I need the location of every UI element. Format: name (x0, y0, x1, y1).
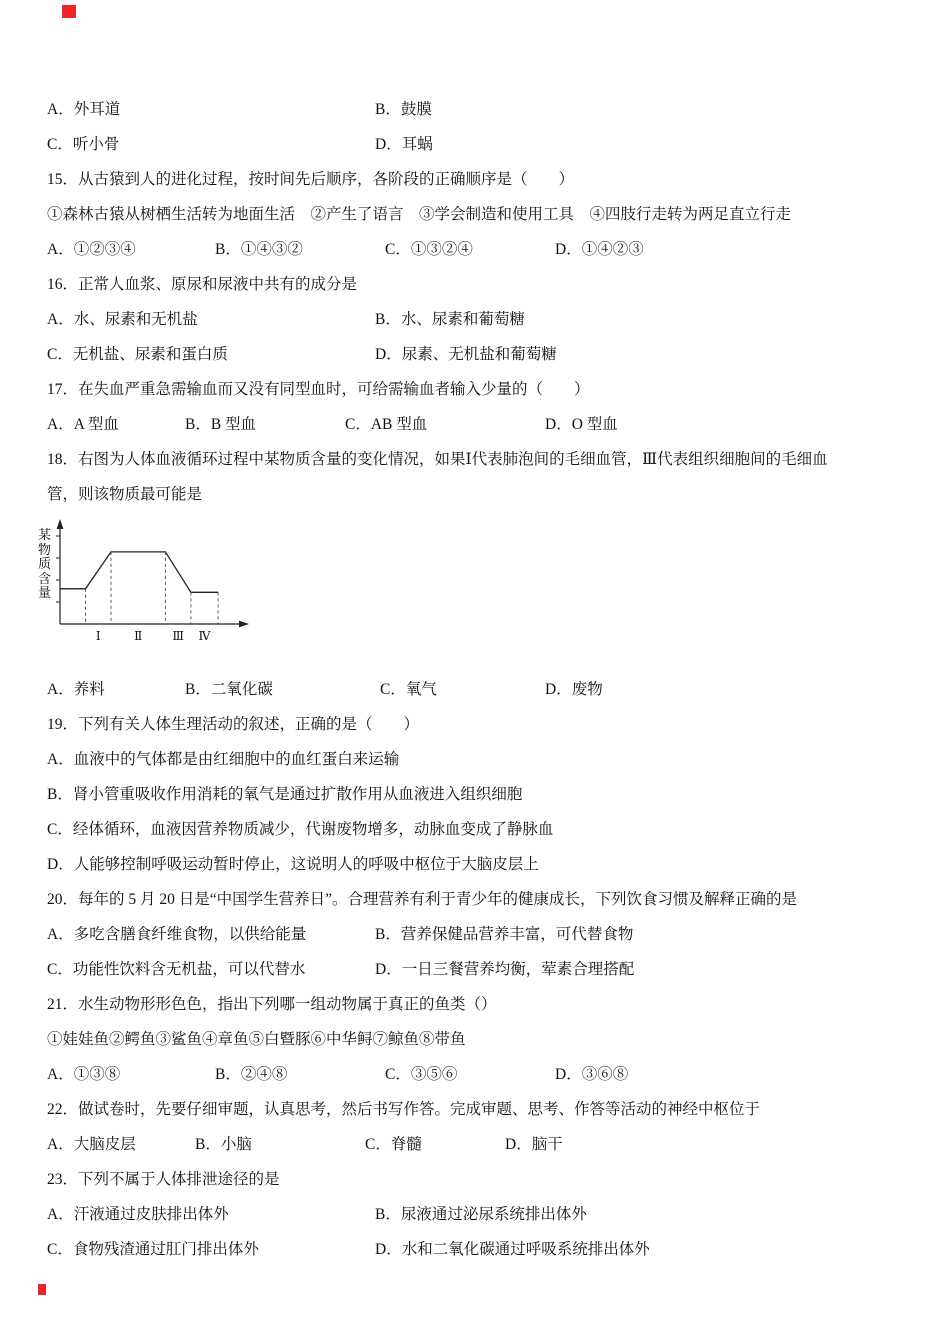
q18-option-b: B．二氧化碳 (185, 681, 273, 698)
q19-stem: 19．下列有关人体生理活动的叙述，正确的是（ ） (47, 716, 420, 733)
q15-items: ①森林古猿从树栖生活转为地面生活 ②产生了语言 ③学会制造和使用工具 ④四肢行走转为两足直立行走 (47, 206, 792, 223)
q23-option-b: B．尿液通过泌尿系统排出体外 (375, 1206, 587, 1223)
q23-options-row-1 (47, 1197, 910, 1232)
q14-option-a: A．外耳道 (47, 101, 121, 118)
q20-option-c: C．功能性饮料含无机盐，可以代替水 (47, 961, 306, 978)
substance-chart-svg (52, 516, 252, 648)
q20-options-row-1 (47, 917, 910, 952)
q15-option-a: A．①②③④ (47, 241, 136, 258)
q20-option-a: A．多吃含膳食纤维食物，以供给能量 (47, 926, 307, 943)
q17-option-a: A．A 型血 (47, 416, 119, 433)
q17-option-c: C．AB 型血 (345, 416, 428, 433)
red-stamp-top-mark (62, 5, 76, 18)
q16-options-row-2 (47, 337, 910, 372)
x-axis-arrow (239, 621, 249, 628)
substance-curve (60, 552, 218, 592)
region-label: Ⅰ (95, 629, 101, 643)
q23-option-d: D．水和二氧化碳通过呼吸系统排出体外 (375, 1241, 650, 1258)
q22-option-b: B．小脑 (195, 1136, 252, 1153)
q23-option-a: A．汗液通过皮肤排出体外 (47, 1206, 229, 1223)
q21-option-c: C．③⑤⑥ (385, 1066, 458, 1083)
q22-options-row (47, 1127, 910, 1162)
q16-option-d: D．尿素、无机盐和葡萄糖 (375, 346, 557, 363)
q18-stem-line-2: 管，则该物质最可能是 (47, 486, 203, 503)
y-axis-arrow (57, 519, 64, 529)
q16-options-row-1 (47, 302, 910, 337)
q19-option-c: C．经体循环，血液因营养物质减少，代谢废物增多，动脉血变成了静脉血 (47, 821, 554, 838)
q14-option-c: C．听小骨 (47, 136, 120, 153)
q21-stem: 21．水生动物形形色色，指出下列哪一组动物属于真正的鱼类（） (47, 996, 497, 1013)
chart-y-axis-label: 某物质含量 (37, 527, 51, 600)
q15-option-c: C．①③②④ (385, 241, 473, 258)
q18-stem-line-1: 18．右图为人体血液循环过程中某物质含量的变化情况，如果Ⅰ代表肺泡间的毛细血管，Ⅲ代表组织细胞间的毛细血 (47, 451, 828, 468)
q16-option-a: A．水、尿素和无机盐 (47, 311, 198, 328)
q19-option-d: D．人能够控制呼吸运动暂时停止，这说明人的呼吸中枢位于大脑皮层上 (47, 856, 539, 873)
q21-option-a: A．①③⑧ (47, 1066, 121, 1083)
q19-option-b: B．肾小管重吸收作用消耗的氧气是通过扩散作用从血液进入组织细胞 (47, 786, 523, 803)
region-label: Ⅲ (172, 629, 184, 643)
q21-items: ①娃娃鱼②鳄鱼③鲨鱼④章鱼⑤白暨豚⑥中华鲟⑦鲸鱼⑧带鱼 (47, 1031, 466, 1048)
q17-option-b: B．B 型血 (185, 416, 257, 433)
q15-options-row (47, 232, 910, 267)
red-stamp-bottom-mark (38, 1284, 46, 1295)
q16-option-b: B．水、尿素和葡萄糖 (375, 311, 525, 328)
q23-option-c: C．食物残渣通过肛门排出体外 (47, 1241, 259, 1258)
q22-option-a: A．大脑皮层 (47, 1136, 136, 1153)
q17-stem: 17．在失血严重急需输血而又没有同型血时，可给需输血者输入少量的（ ） (47, 381, 590, 398)
q20-options-row-2 (47, 952, 910, 987)
q22-option-d: D．脑干 (505, 1136, 563, 1153)
q20-option-d: D．一日三餐营养均衡，荤素合理搭配 (375, 961, 635, 978)
q14-options-row-2 (47, 127, 910, 162)
q17-options-row (47, 407, 910, 442)
q15-stem: 15．从古猿到人的进化过程，按时间先后顺序，各阶段的正确顺序是（ ） (47, 171, 575, 188)
q21-options-row (47, 1057, 910, 1092)
region-label: Ⅳ (198, 629, 211, 643)
q15-option-d: D．①④②③ (555, 241, 644, 258)
q19-option-a: A．血液中的气体都是由红细胞中的血红蛋白来运输 (47, 751, 400, 768)
q22-stem: 22．做试卷时，先要仔细审题，认真思考，然后书写作答。完成审题、思考、作答等活动的神经中枢位于 (47, 1101, 761, 1118)
q22-option-c: C．脊髓 (365, 1136, 422, 1153)
q15-option-b: B．①④③② (215, 241, 303, 258)
q18-options-row (47, 672, 910, 707)
region-label: Ⅱ (134, 629, 143, 643)
q20-stem: 20．每年的 5 月 20 日是“中国学生营养日”。合理营养有利于青少年的健康成长，下列饮食习惯及解释正确的是 (47, 891, 798, 908)
q21-option-d: D．③⑥⑧ (555, 1066, 629, 1083)
q18-option-a: A．养料 (47, 681, 105, 698)
q17-option-d: D．O 型血 (545, 416, 618, 433)
q21-option-b: B．②④⑧ (215, 1066, 288, 1083)
q14-option-b: B．鼓膜 (375, 101, 432, 118)
q20-option-b: B．营养保健品营养丰富，可代替食物 (375, 926, 634, 943)
q23-options-row-2 (47, 1232, 910, 1267)
q23-stem: 23．下列不属于人体排泄途径的是 (47, 1171, 280, 1188)
q16-stem: 16．正常人血浆、原尿和尿液中共有的成分是 (47, 276, 358, 293)
q16-option-c: C．无机盐、尿素和蛋白质 (47, 346, 228, 363)
q18-option-d: D．废物 (545, 681, 603, 698)
q14-options-row-1 (47, 92, 910, 127)
q14-option-d: D．耳蜗 (375, 136, 433, 153)
substance-content-chart (37, 512, 910, 672)
q18-option-c: C．氧气 (380, 681, 437, 698)
